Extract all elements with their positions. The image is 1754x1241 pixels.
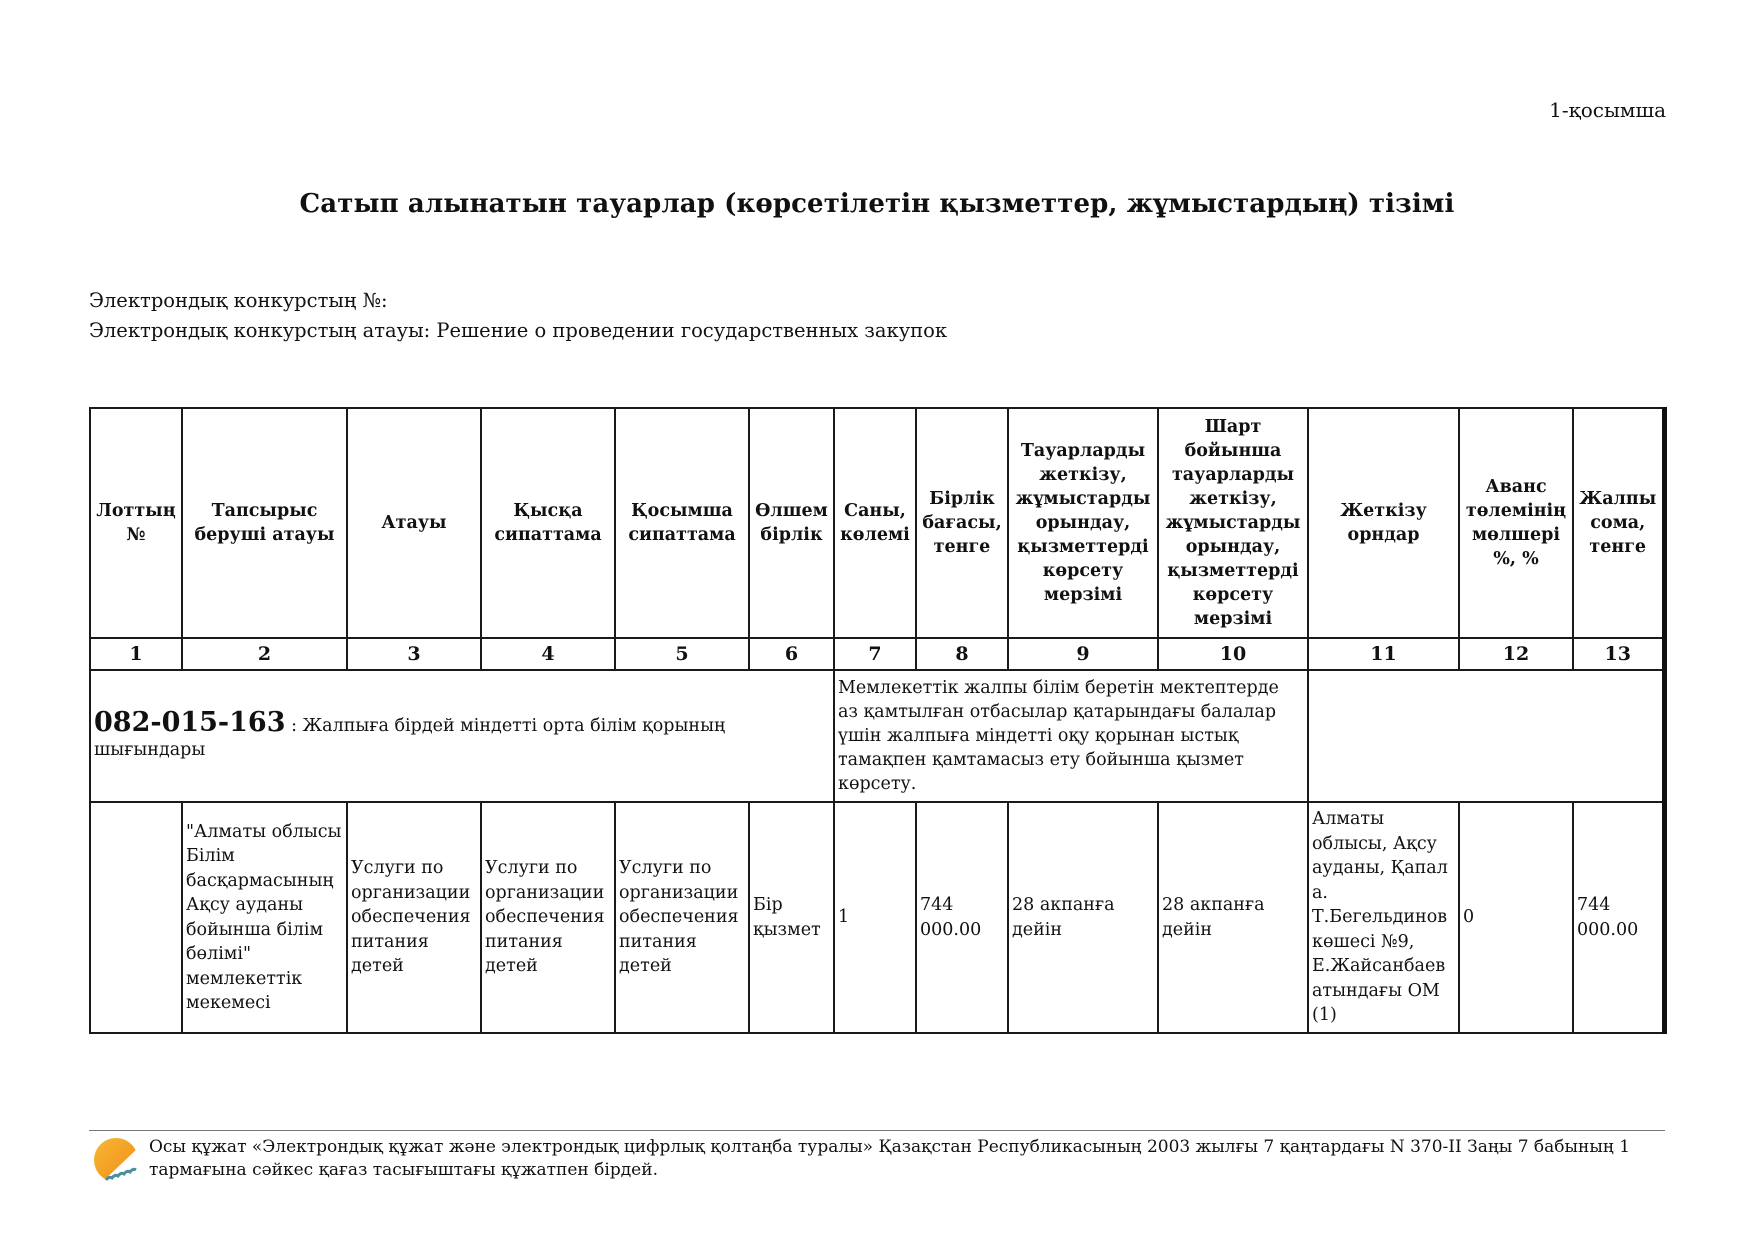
table-row [90, 802, 1664, 1033]
cell-short-description: Услуги по организации обеспечения питания детей [481, 802, 615, 1033]
header-delivery-place: Жеткізу орндар [1308, 408, 1459, 638]
header-additional-description: Қосымша сипаттама [615, 408, 749, 638]
column-number: 1 [90, 638, 182, 670]
column-number: 10 [1158, 638, 1308, 670]
contest-name-label: Электрондық конкурстың атауы: Решение о проведении государственных закупок [89, 319, 948, 342]
header-customer: Тапсырыс беруші атауы [182, 408, 347, 638]
column-number: 9 [1008, 638, 1158, 670]
contest-number-label: Электрондық конкурстың №: [89, 289, 388, 312]
column-number: 5 [615, 638, 749, 670]
header-quantity: Саны, көлемі [834, 408, 916, 638]
column-number: 12 [1459, 638, 1573, 670]
column-number: 13 [1573, 638, 1664, 670]
budget-description: Мемлекеттік жалпы білім беретін мектептерде аз қамтылған отбасылар қатарындағы балалар үшін жалпыға міндетті оқу қорынан ыстық тамақпен қамтамасыз ету бойынша қызмет көрсету. [834, 670, 1308, 802]
cell-delivery-place: Алматы облысы, Ақсу ауданы, Қапал а. Т.Бегельдинов көшесі №9, Е.Жайсанбаев атындағы ОМ (1) [1308, 802, 1459, 1033]
column-number: 2 [182, 638, 347, 670]
budget-code-description: : Жалпыға бірдей міндетті орта білім қорының шығындары [94, 715, 726, 760]
budget-group-row [90, 670, 1664, 802]
header-total: Жалпы сома, тенге [1573, 408, 1664, 638]
header-unit: Өлшем бірлік [749, 408, 834, 638]
budget-code: 082-015-163 [94, 706, 286, 738]
cell-advance-percent: 0 [1459, 802, 1573, 1033]
header-name: Атауы [347, 408, 481, 638]
header-delivery-term: Тауарларды жеткізу, жұмыстарды орындау, қызметтерді көрсету мерзімі [1008, 408, 1158, 638]
egov-sun-logo-icon [92, 1134, 142, 1184]
column-number: 3 [347, 638, 481, 670]
column-number: 8 [916, 638, 1008, 670]
header-lot-number: Лоттың № [90, 408, 182, 638]
header-contract-delivery-term: Шарт бойынша тауарларды жеткізу, жұмыстарды орындау, қызметтерді көрсету мерзімі [1158, 408, 1308, 638]
document-title: Сатып алынатын тауарлар (көрсетілетін қызметтер, жұмыстардың) тізімі [299, 189, 1455, 219]
cell-customer: "Алматы облысы Білім басқармасының Ақсу ауданы бойынша білім бөлімі" мемлекеттік мекемесі [182, 802, 347, 1033]
cell-delivery-term: 28 акпанға дейін [1008, 802, 1158, 1033]
cell-additional-description: Услуги по организации обеспечения питания детей [615, 802, 749, 1033]
header-advance-percent: Аванс төлемінің мөлшері %, % [1459, 408, 1573, 638]
table-header-row [90, 408, 1664, 638]
budget-code-cell [90, 670, 834, 802]
procurement-table [89, 407, 1667, 1034]
column-number: 11 [1308, 638, 1459, 670]
footer-notice: Осы құжат «Электрондық құжат және электрондық цифрлық қолтаңба туралы» Қазақстан Республикасының 2003 жылғы 7 қаңтардағы N 370-II Заңы 7 бабының 1 тармағына сәйкес қағаз тасығыштағы құжатпен бірдей. [149, 1137, 1631, 1180]
column-number: 7 [834, 638, 916, 670]
header-short-description: Қысқа сипаттама [481, 408, 615, 638]
cell-quantity: 1 [834, 802, 916, 1033]
budget-empty-cell [1308, 670, 1664, 802]
cell-lot-number [90, 802, 182, 1033]
column-number-row [90, 638, 1664, 670]
cell-contract-delivery-term: 28 акпанға дейін [1158, 802, 1308, 1033]
annex-label: 1-қосымша [1549, 98, 1666, 122]
column-number: 4 [481, 638, 615, 670]
footer-divider [89, 1130, 1665, 1131]
cell-name: Услуги по организации обеспечения питания детей [347, 802, 481, 1033]
cell-unit-price: 744 000.00 [916, 802, 1008, 1033]
cell-unit: Бір қызмет [749, 802, 834, 1033]
header-unit-price: Бірлік бағасы, тенге [916, 408, 1008, 638]
cell-total: 744 000.00 [1573, 802, 1664, 1033]
column-number: 6 [749, 638, 834, 670]
